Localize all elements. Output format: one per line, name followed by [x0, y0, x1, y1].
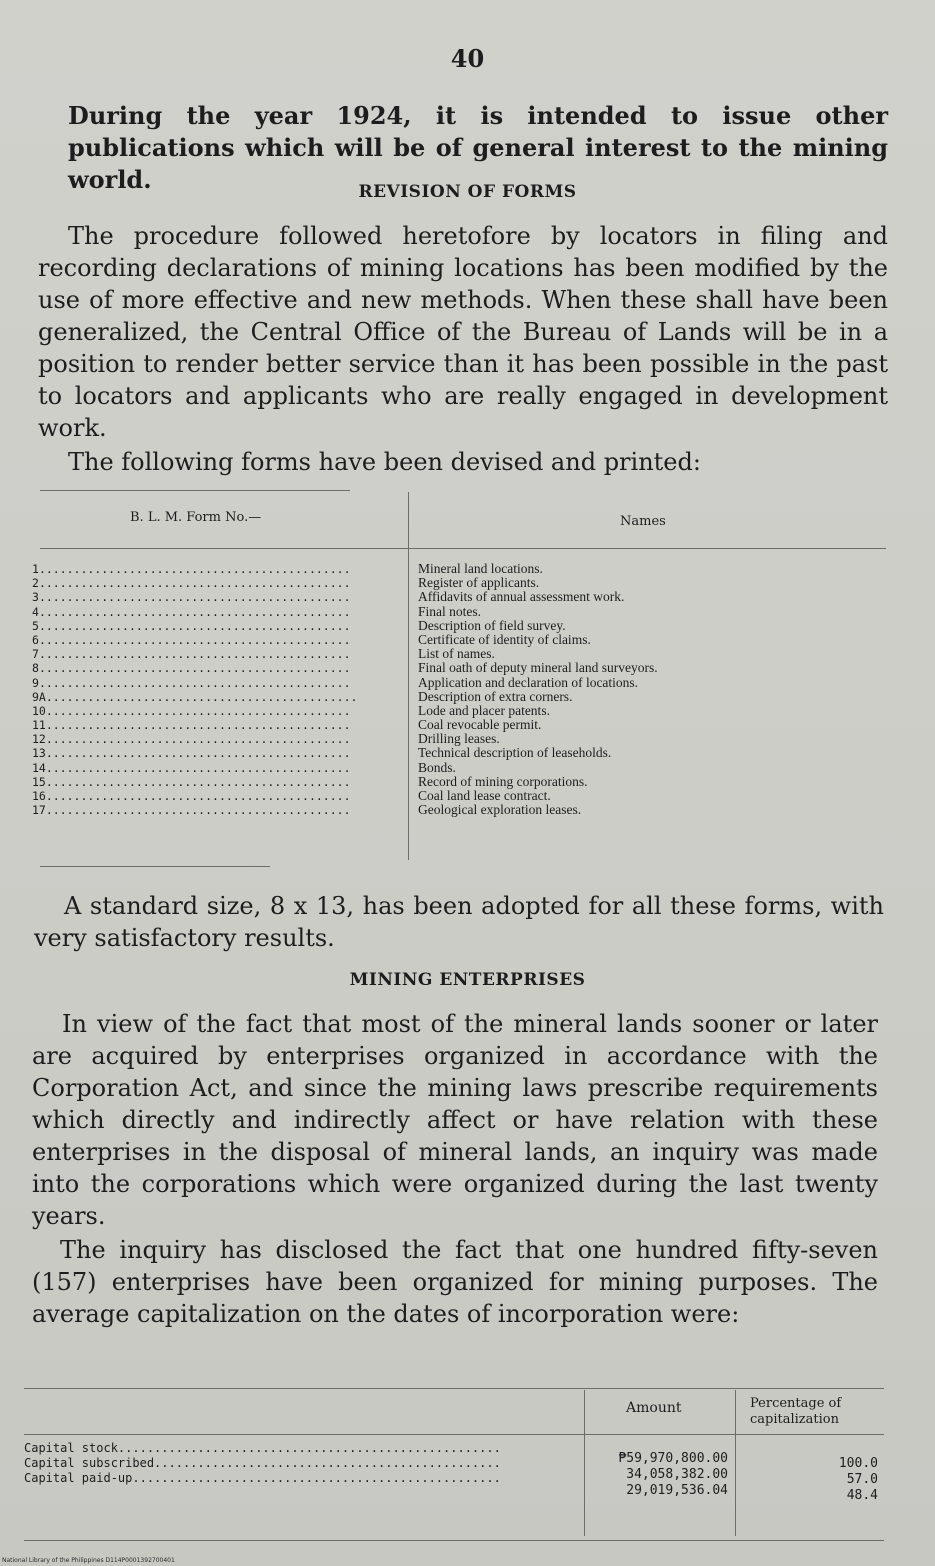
form-name: Final notes. [418, 603, 481, 619]
form-number: 15............................................ [32, 774, 351, 789]
form-number: 17............................................ [32, 803, 351, 818]
form-name: Record of mining corporations. [418, 773, 588, 789]
form-number: 14............................................ [32, 760, 351, 775]
heading-revision-of-forms: REVISION OF FORMS [358, 182, 577, 202]
scan-footer: National Library of the Philippines D114P0001392700401 [2, 1557, 175, 1564]
form-name: Bonds. [418, 759, 456, 775]
form-number: 13............................................ [32, 746, 351, 761]
capital-table-top-rule [24, 1388, 884, 1389]
form-number: 2............................................. [32, 576, 351, 591]
capital-table-bottom-rule [24, 1540, 884, 1541]
capital-amount: 34,058,382.00 [626, 1467, 728, 1482]
form-name: Affidavits of annual assessment work. [418, 589, 625, 605]
paragraph-standard-size: A standard size, 8 x 13, has been adopted for all these forms, with very satisfactory results. [34, 892, 884, 952]
paragraph-inquiry-results: The inquiry has disclosed the fact that one hundred fifty-seven (157) enterprises have been organized for mining purposes. The average capitalization on the dates of incorporation were: [32, 1236, 878, 1328]
capital-table-header-rule [24, 1434, 884, 1435]
capital-amount: 29,019,536.04 [626, 1483, 728, 1498]
form-name: Certificate of identity of claims. [418, 631, 591, 647]
paragraph-publications: During the year 1924, it is intended to issue other publications which will be of general interest to the mining world. [68, 101, 888, 194]
heading-mining-enterprises: MINING ENTERPRISES [349, 970, 586, 990]
form-name: Lode and placer patents. [418, 702, 550, 718]
capital-label: Capital subscribed................................................ [24, 1456, 501, 1470]
percentage-header-line: capitalization [750, 1412, 839, 1427]
form-number: 9A............................................. [32, 689, 358, 704]
form-number: 16............................................ [32, 789, 351, 803]
form-name: Coal revocable permit. [418, 717, 542, 733]
form-number: 1............................................. [32, 562, 351, 576]
form-name: Register of applicants. [418, 575, 540, 591]
forms-table-top-rule [40, 490, 350, 491]
forms-col-names-header: Names [620, 514, 666, 529]
capital-table-divider-1 [584, 1390, 585, 1536]
form-number: 5............................................. [32, 618, 351, 633]
form-name: Mineral land locations. [418, 561, 543, 576]
form-name: Description of field survey. [418, 617, 566, 633]
capital-percentage: 57.0 [846, 1472, 878, 1487]
form-name: Geological exploration leases. [418, 802, 582, 818]
form-name: Description of extra corners. [418, 688, 573, 704]
capital-labels-column [24, 1441, 584, 1486]
percentage-header-line: Percentage of [750, 1396, 842, 1411]
capital-amount: ₱59,970,800.00 [618, 1451, 728, 1466]
form-name: Technical description of leaseholds. [418, 745, 612, 761]
form-number: 9............................................. [32, 675, 351, 690]
form-name: Coal land lease contract. [418, 788, 551, 803]
form-number: 3............................................. [32, 590, 351, 605]
form-number: 7............................................. [32, 647, 351, 662]
form-name: Drilling leases. [418, 731, 500, 747]
capital-table-divider-2 [735, 1390, 736, 1536]
paragraph-forms-intro: The following forms have been devised and printed: [68, 448, 701, 476]
forms-col-form-no-header: B. L. M. Form No.— [130, 510, 262, 525]
form-number: 11............................................ [32, 718, 351, 733]
paragraph-procedure: The procedure followed heretofore by locators in filing and recording declarations of mining locations has been modified by the use of more effective and new methods. When these shall have been generalized, the Central Office of the Bureau of Lands will be in a position to render better service than it has been possible in the past to locators and applicants who are really engaged in development work. [38, 222, 888, 442]
capital-percentages-column [740, 1456, 878, 1504]
capital-amounts-column [590, 1451, 728, 1499]
form-number: 12............................................ [32, 732, 351, 747]
forms-table-header-rule [40, 548, 886, 549]
capital-label: Capital stock..................................................... [24, 1441, 501, 1455]
capital-percentage: 48.4 [846, 1488, 878, 1503]
form-number: 6............................................. [32, 632, 351, 647]
form-number: 10............................................ [32, 703, 351, 718]
form-name: Application and declaration of locations. [418, 674, 639, 690]
paragraph-corporation-inquiry: In view of the fact that most of the mineral lands sooner or later are acquired by enterprises organized in accordance with the Corporation Act, and since the mining laws prescribe requirements which directly and indirectly affect or have relation with these enterprises in the disposal of mineral lands, an inquiry was made into the corporations which were organized during the last twenty years. [32, 1010, 878, 1230]
capital-col-percentage-header [750, 1396, 841, 1428]
capital-percentage: 100.0 [838, 1456, 878, 1471]
form-number: 4............................................. [32, 604, 351, 619]
form-name: Final oath of deputy mineral land surveyors. [418, 660, 658, 676]
form-name: List of names. [418, 646, 495, 662]
forms-names-column [418, 562, 888, 817]
capital-label: Capital paid-up................................................... [24, 1471, 501, 1485]
capital-col-amount-header: Amount [626, 1400, 682, 1416]
forms-number-column [32, 562, 410, 817]
page-number: 40 [450, 44, 485, 73]
forms-table-bottom-rule [40, 866, 270, 867]
form-number: 8............................................. [32, 661, 351, 676]
